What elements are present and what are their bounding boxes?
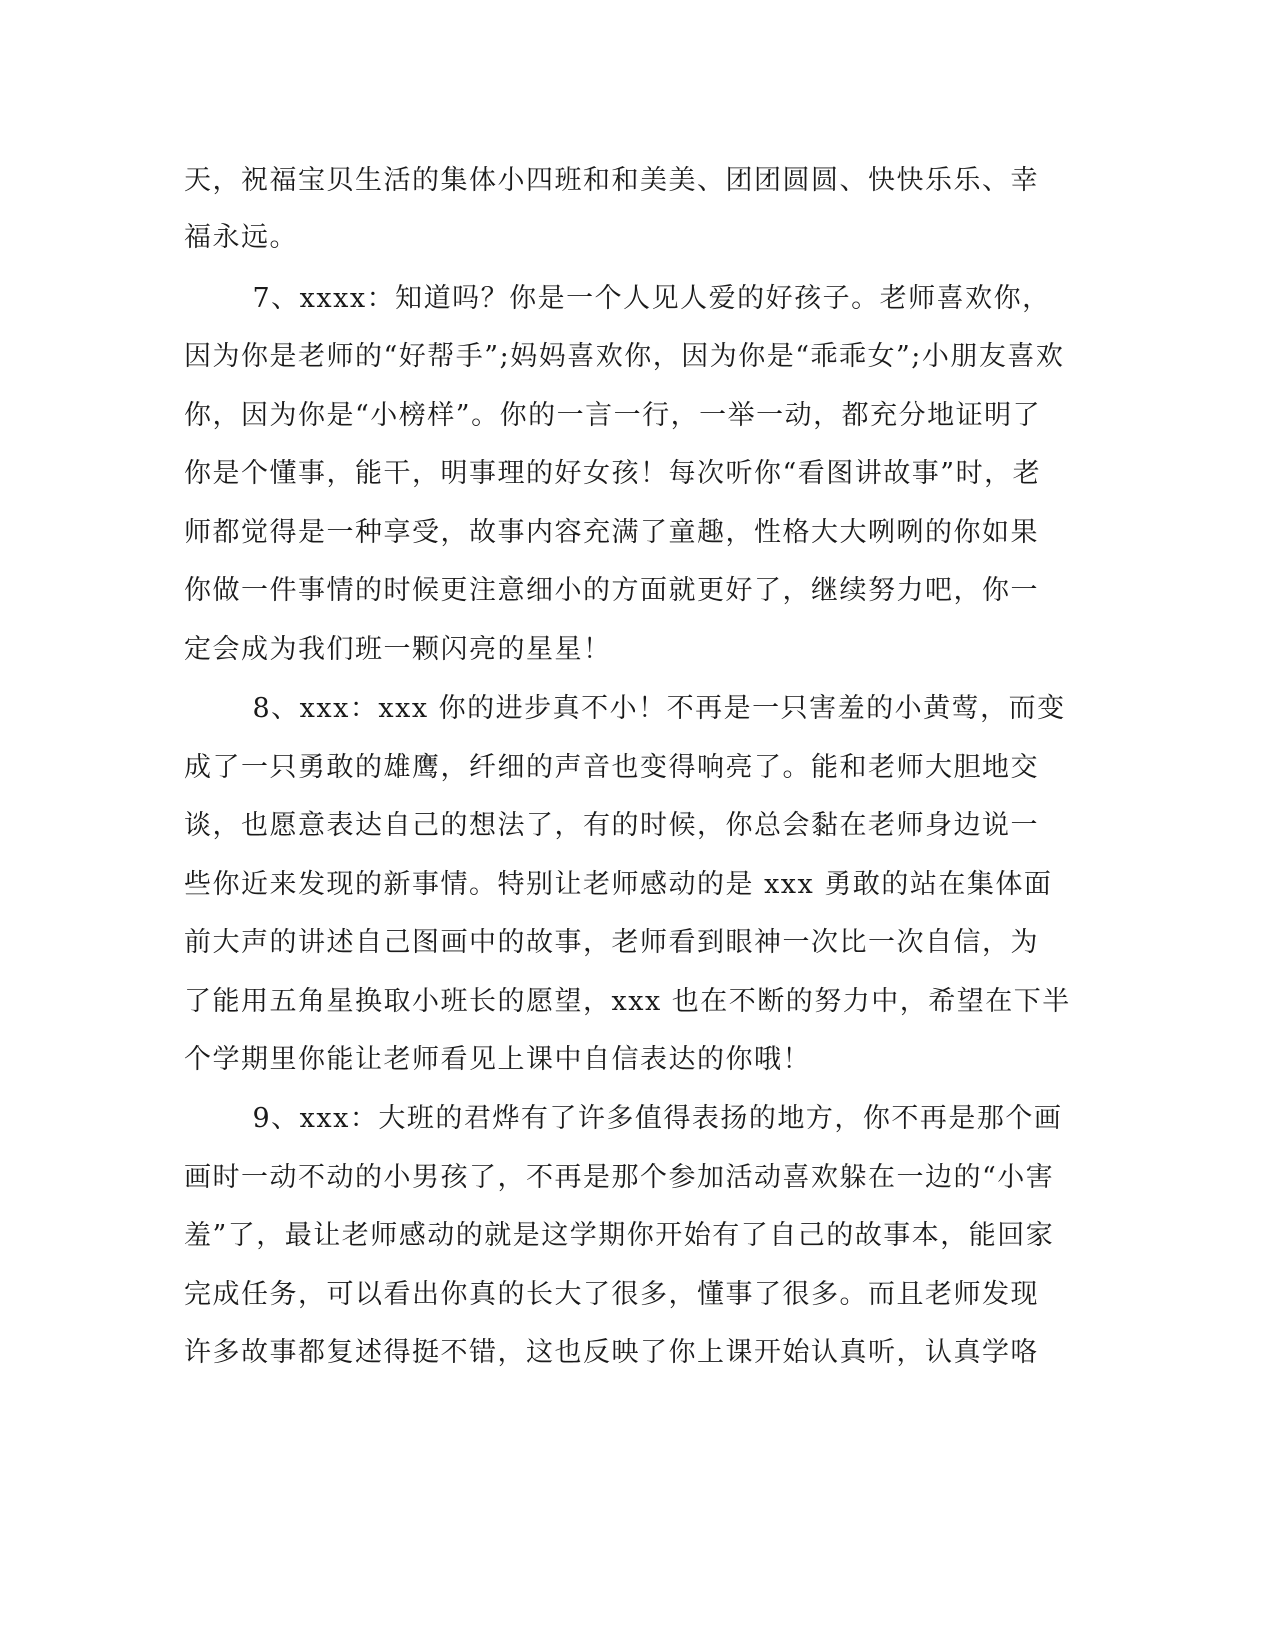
text-line: 些你近来发现的新事情。特别让老师感动的是 xxx 勇敢的站在集体面	[184, 869, 1053, 900]
text-line: 师都觉得是一种享受，故事内容充满了童趣，性格大大咧咧的你如果	[184, 517, 1039, 548]
text-line: 成了一只勇敢的雄鹰，纤细的声音也变得响亮了。能和老师大胆地交	[184, 752, 1039, 783]
text-line: 你做一件事情的时候更注意细小的方面就更好了，继续努力吧，你一	[184, 575, 1039, 606]
document-body	[184, 0, 1084, 1368]
paragraph-8-first-line: 8、xxx：xxx 你的进步真不小！不再是一只害羞的小黄莺，而变	[224, 693, 1066, 724]
text-line: 了能用五角星换取小班长的愿望，xxx 也在不断的努力中，希望在下半	[184, 986, 1071, 1017]
text-line: 谈，也愿意表达自己的想法了，有的时候，你总会黏在老师身边说一	[184, 810, 1039, 841]
text-line: 因为你是老师的“好帮手”;妈妈喜欢你，因为你是“乖乖女”;小朋友喜欢	[184, 341, 1065, 372]
text-line: 你是个懂事，能干，明事理的好女孩！每次听你“看图讲故事”时，老	[184, 458, 1042, 489]
text-line: 个学期里你能让老师看见上课中自信表达的你哦！	[184, 1044, 811, 1075]
text-line: 完成任务，可以看出你真的长大了很多，懂事了很多。而且老师发现	[184, 1279, 1039, 1310]
text-line: 天，祝福宝贝生活的集体小四班和和美美、团团圆圆、快快乐乐、幸	[184, 165, 1039, 196]
text-line: 福永远。	[184, 222, 298, 253]
text-line: 许多故事都复述得挺不错，这也反映了你上课开始认真听，认真学咯	[184, 1337, 1039, 1368]
text-line: 羞”了，最让老师感动的就是这学期你开始有了自己的故事本，能回家	[184, 1220, 1055, 1251]
text-line: 画时一动不动的小男孩了，不再是那个参加活动喜欢躲在一边的“小害	[184, 1162, 1055, 1193]
text-line: 你，因为你是“小榜样”。你的一言一行，一举一动，都充分地证明了	[184, 400, 1042, 431]
paragraph-7-first-line: 7、xxxx：知道吗？你是一个人见人爱的好孩子。老师喜欢你，	[224, 283, 1051, 314]
text-line: 前大声的讲述自己图画中的故事，老师看到眼神一次比一次自信，为	[184, 927, 1039, 958]
text-line: 定会成为我们班一颗闪亮的星星！	[184, 634, 612, 665]
paragraph-9-first-line: 9、xxx：大班的君烨有了许多值得表扬的地方，你不再是那个画	[224, 1103, 1063, 1134]
